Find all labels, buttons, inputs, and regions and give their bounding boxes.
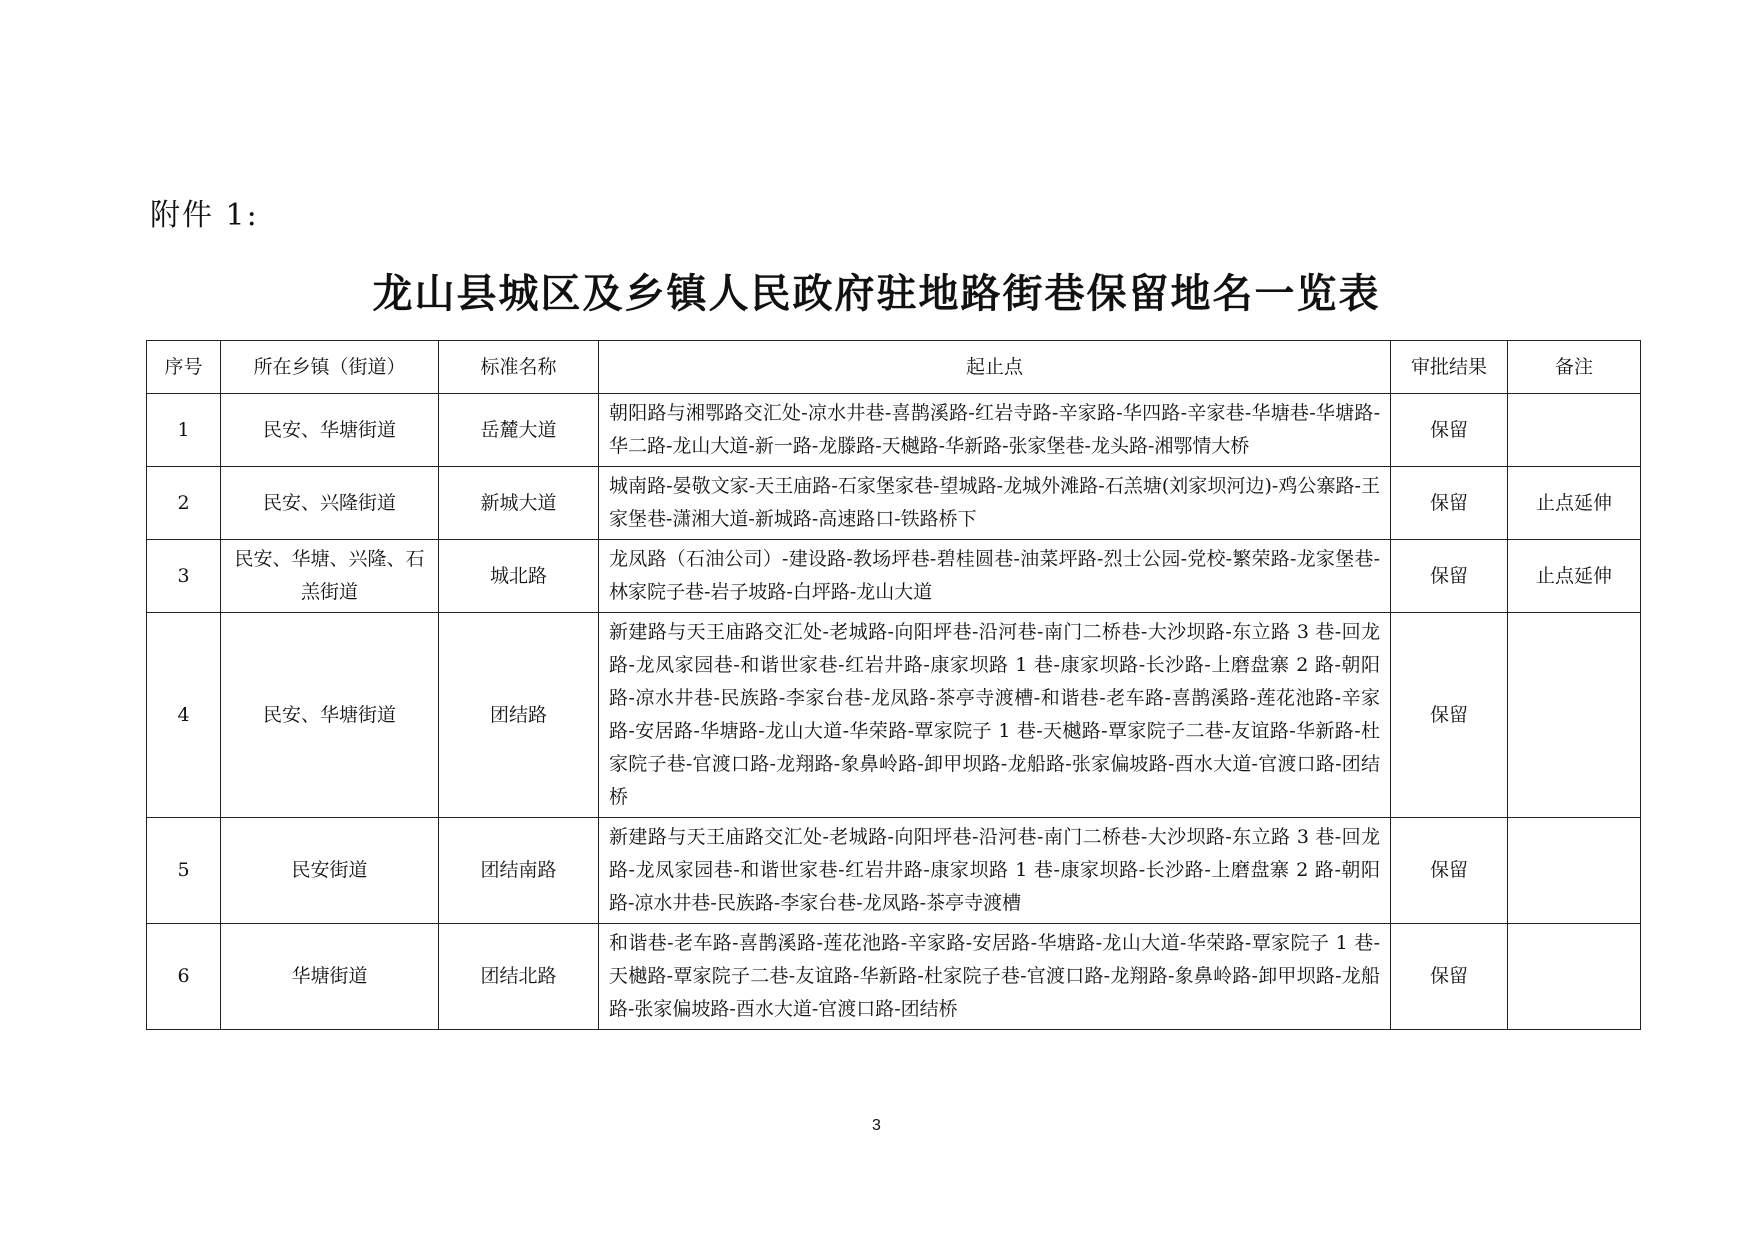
cell-remark: 止点延伸 [1508, 540, 1641, 613]
cell-name: 城北路 [439, 540, 599, 613]
cell-no: 3 [147, 540, 221, 613]
cell-town: 民安、华塘街道 [221, 613, 439, 818]
place-name-table [146, 340, 1641, 1030]
table-row [147, 924, 1641, 1030]
header-town: 所在乡镇（街道） [221, 341, 439, 394]
table-row [147, 467, 1641, 540]
cell-no: 4 [147, 613, 221, 818]
cell-result: 保留 [1391, 540, 1508, 613]
table-header-row [147, 341, 1641, 394]
header-remark: 备注 [1508, 341, 1641, 394]
cell-result: 保留 [1391, 394, 1508, 467]
cell-town: 民安、华塘街道 [221, 394, 439, 467]
cell-name: 新城大道 [439, 467, 599, 540]
cell-name: 团结路 [439, 613, 599, 818]
cell-remark: 止点延伸 [1508, 467, 1641, 540]
cell-route: 龙凤路（石油公司）-建设路-教场坪巷-碧桂圆巷-油菜坪路-烈士公园-党校-繁荣路-龙家堡巷-林家院子巷-岩子坡路-白坪路-龙山大道 [599, 540, 1391, 613]
cell-remark [1508, 394, 1641, 467]
cell-result: 保留 [1391, 818, 1508, 924]
header-route: 起止点 [599, 341, 1391, 394]
cell-town: 民安、华塘、兴隆、石羔街道 [221, 540, 439, 613]
cell-route: 新建路与天王庙路交汇处-老城路-向阳坪巷-沿河巷-南门二桥巷-大沙坝路-东立路 3 巷-回龙路-龙凤家园巷-和谐世家巷-红岩井路-康家坝路 1 巷-康家坝路-长沙路-上磨盘寨 2 路-朝阳路-凉水井巷-民族路-李家台巷-龙凤路-茶亭寺渡槽-和谐巷-老车路-喜鹊溪路-莲花池路-辛家路-安居路-华塘路-龙山大道-华荣路-覃家院子 1 巷-天樾路-覃家院子二巷-友谊路-华新路-杜家院子巷-官渡口路-龙翔路-象鼻岭路-卸甲坝路-龙船路-张家偏坡路-酉水大道-官渡口路-团结桥 [599, 613, 1391, 818]
cell-no: 5 [147, 818, 221, 924]
cell-result: 保留 [1391, 924, 1508, 1030]
cell-town: 民安街道 [221, 818, 439, 924]
cell-route: 朝阳路与湘鄂路交汇处-凉水井巷-喜鹊溪路-红岩寺路-辛家路-华四路-辛家巷-华塘巷-华塘路-华二路-龙山大道-新一路-龙滕路-天樾路-华新路-张家堡巷-龙头路-湘鄂情大桥 [599, 394, 1391, 467]
cell-remark [1508, 818, 1641, 924]
table-row [147, 818, 1641, 924]
cell-no: 2 [147, 467, 221, 540]
cell-route: 城南路-晏敬文家-天王庙路-石家堡家巷-望城路-龙城外滩路-石羔塘(刘家坝河边)-鸡公寨路-王家堡巷-潇湘大道-新城路-高速路口-铁路桥下 [599, 467, 1391, 540]
cell-town: 华塘街道 [221, 924, 439, 1030]
attachment-label: 附件 1: [150, 198, 259, 233]
cell-result: 保留 [1391, 613, 1508, 818]
cell-result: 保留 [1391, 467, 1508, 540]
header-no: 序号 [147, 341, 221, 394]
cell-remark [1508, 613, 1641, 818]
cell-route: 和谐巷-老车路-喜鹊溪路-莲花池路-辛家路-安居路-华塘路-龙山大道-华荣路-覃家院子 1 巷-天樾路-覃家院子二巷-友谊路-华新路-杜家院子巷-官渡口路-龙翔路-象鼻岭路-卸甲坝路-龙船路-张家偏坡路-酉水大道-官渡口路-团结桥 [599, 924, 1391, 1030]
cell-no: 6 [147, 924, 221, 1030]
cell-town: 民安、兴隆街道 [221, 467, 439, 540]
page-number: 3 [872, 1117, 881, 1134]
cell-name: 岳麓大道 [439, 394, 599, 467]
table-row [147, 613, 1641, 818]
cell-remark [1508, 924, 1641, 1030]
cell-route: 新建路与天王庙路交汇处-老城路-向阳坪巷-沿河巷-南门二桥巷-大沙坝路-东立路 3 巷-回龙路-龙凤家园巷-和谐世家巷-红岩井路-康家坝路 1 巷-康家坝路-长沙路-上磨盘寨 2 路-朝阳路-凉水井巷-民族路-李家台巷-龙凤路-茶亭寺渡槽 [599, 818, 1391, 924]
document-title: 龙山县城区及乡镇人民政府驻地路街巷保留地名一览表 [372, 270, 1381, 317]
header-name: 标准名称 [439, 341, 599, 394]
cell-name: 团结南路 [439, 818, 599, 924]
table-row [147, 540, 1641, 613]
cell-no: 1 [147, 394, 221, 467]
header-result: 审批结果 [1391, 341, 1508, 394]
table-row [147, 394, 1641, 467]
cell-name: 团结北路 [439, 924, 599, 1030]
